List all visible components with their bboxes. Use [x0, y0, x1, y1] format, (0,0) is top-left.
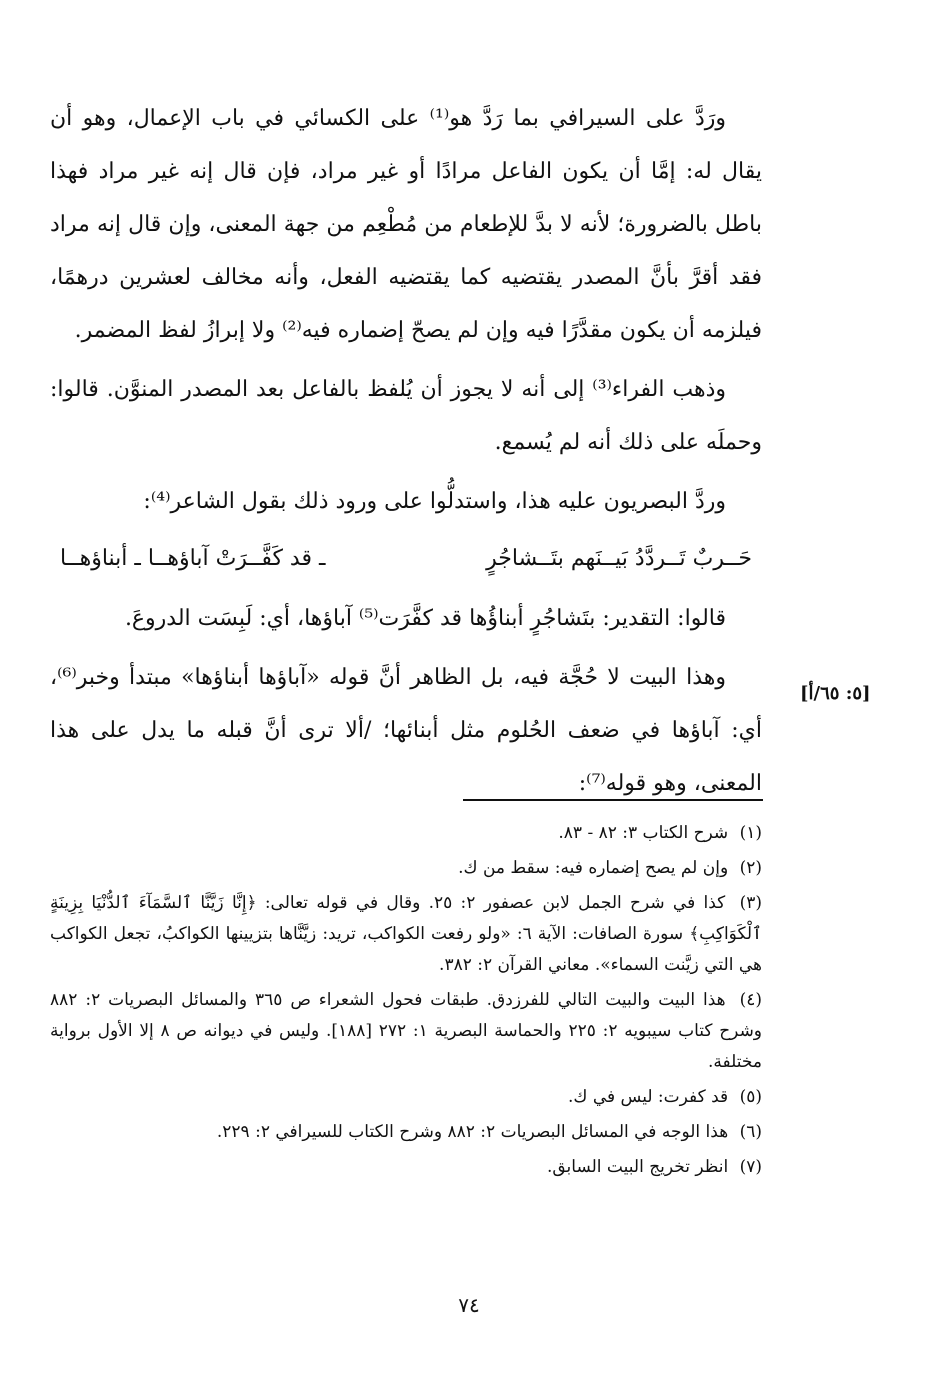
- footnote: [50, 1152, 762, 1183]
- paragraph: ورَدَّ على السيرافي بما رَدَّ هو⁽¹⁾ على الكسائي في باب الإعمال، وهو أن يقال له: إمَّا أن يكون الفاعل مرادًا أو غير مراد، فإن قال إنه غير مراد فهذا باطل بالضرورة؛ لأنه لا بدَّ للإطعام من مُطْعِم من جهة المعنى، وإن قال إنه مراد فقد أقرَّ بأنَّ المصدر يقتضيه كما يقتضيه الفعل، وأنه مخالف لعشرين درهمًا، فيلزمه أن يكون مقدَّرًا فيه وإن لم يصحّ إضماره فيه⁽²⁾ ولا إبرازُ لفظ المضمر.: [50, 106, 762, 343]
- footnote: [50, 1117, 762, 1148]
- footnotes: [50, 818, 762, 1187]
- paragraph: وذهب الفراء⁽³⁾ إلى أنه لا يجوز أن يُلفظ بالفاعل بعد المصدر المنوَّن. قالوا: وحملَه على ذلك أنه لم يُسمع.: [50, 377, 762, 455]
- footnote: [50, 818, 762, 849]
- footnote-number: (٢): [739, 858, 762, 878]
- footnote-text: هذا الوجه في المسائل البصريات ٢: ٨٨٢ وشرح الكتاب للسيرافي ٢: ٢٢٩.: [216, 1122, 729, 1142]
- paragraph: قالوا: التقدير: بتَشاجُرٍ أبناؤُها قد كفَّرَت⁽⁵⁾ آباؤها، أي: لَبِسَت الدروعَ.: [124, 606, 726, 631]
- footnote-text: قد كفرت: ليس في ك.: [568, 1087, 729, 1107]
- footnote-number: (٦): [739, 1122, 762, 1142]
- main-text: [50, 92, 762, 816]
- footnote: [50, 985, 762, 1078]
- paragraph: وردَّ البصريون عليه هذا، واستدلُّوا على ورود ذلك بقول الشاعر⁽⁴⁾:: [143, 489, 726, 514]
- footnote-text: وإن لم يصح إضماره فيه: سقط من ك.: [458, 858, 729, 878]
- verse-first-hemistich: حَــربٌ تَــردَّدُ بَيــنَهم بتَــشاجُرٍ: [486, 546, 752, 571]
- footnote-text: انظر تخريج البيت السابق.: [546, 1157, 729, 1177]
- page-number: ٧٤: [458, 1293, 480, 1317]
- footnote: [50, 853, 762, 884]
- footnote-text: كذا في شرح الجمل لابن عصفور ٢: ٢٥. وقال في قوله تعالى: ﴿إِنَّا زَيَّنَّا ٱلسَّمَآءَ ٱلدُّنْيَا بِزِينَةٍ ٱلْكَوَاكِبِ﴾ سورة الصافات: الآية ٦: «ولو رفعت الكواكب، تريد: زيَّنَّاها بتزيينها الكواكبُ، تجعل الكواكب هي التي زيَّنت السماء». معاني القرآن ٢: ٣٨٢.: [50, 893, 762, 975]
- footnote-number: (٧): [739, 1157, 762, 1177]
- verse-second-hemistich: ـ قد كَفَّــرَتْ آباؤهــا ـ أبناؤهــا: [60, 546, 326, 571]
- footnote-number: (٤): [739, 990, 762, 1010]
- paragraph: وهذا البيت لا حُجَّة فيه، بل الظاهر أنَّ قوله «آباؤها أبناؤها» مبتدأ وخبر⁽⁶⁾، أي: آباؤها في ضعف الحُلوم مثل أبنائها؛ /ألا ترى أنَّ قبله ما يدل على هذا المعنى، وهو قوله⁽⁷⁾:: [50, 665, 762, 796]
- footnote-number: (١): [739, 823, 762, 843]
- footnote-divider: [463, 799, 763, 801]
- footnote-text: هذا البيت والبيت التالي للفرزدق. طبقات فحول الشعراء ص ٣٦٥ والمسائل البصريات ٢: ٨٨٢ وشرح كتاب سيبويه ٢: ٢٢٥ والحماسة البصرية ١: ٢٧٢ [١٨٨]. وليس في ديوانه ص ٨ إلا الأول برواية مختلفة.: [50, 990, 763, 1072]
- footnote-text: شرح الكتاب ٣: ٨٢ - ٨٣.: [558, 823, 729, 843]
- footnote-number: (٣): [739, 893, 762, 913]
- footnote: [50, 1082, 762, 1113]
- footnote-number: (٥): [739, 1087, 762, 1107]
- footnote: [50, 888, 762, 981]
- manuscript-folio-reference: [٥: ٦٥/أ]: [800, 683, 871, 704]
- poetry-verse: [50, 534, 762, 584]
